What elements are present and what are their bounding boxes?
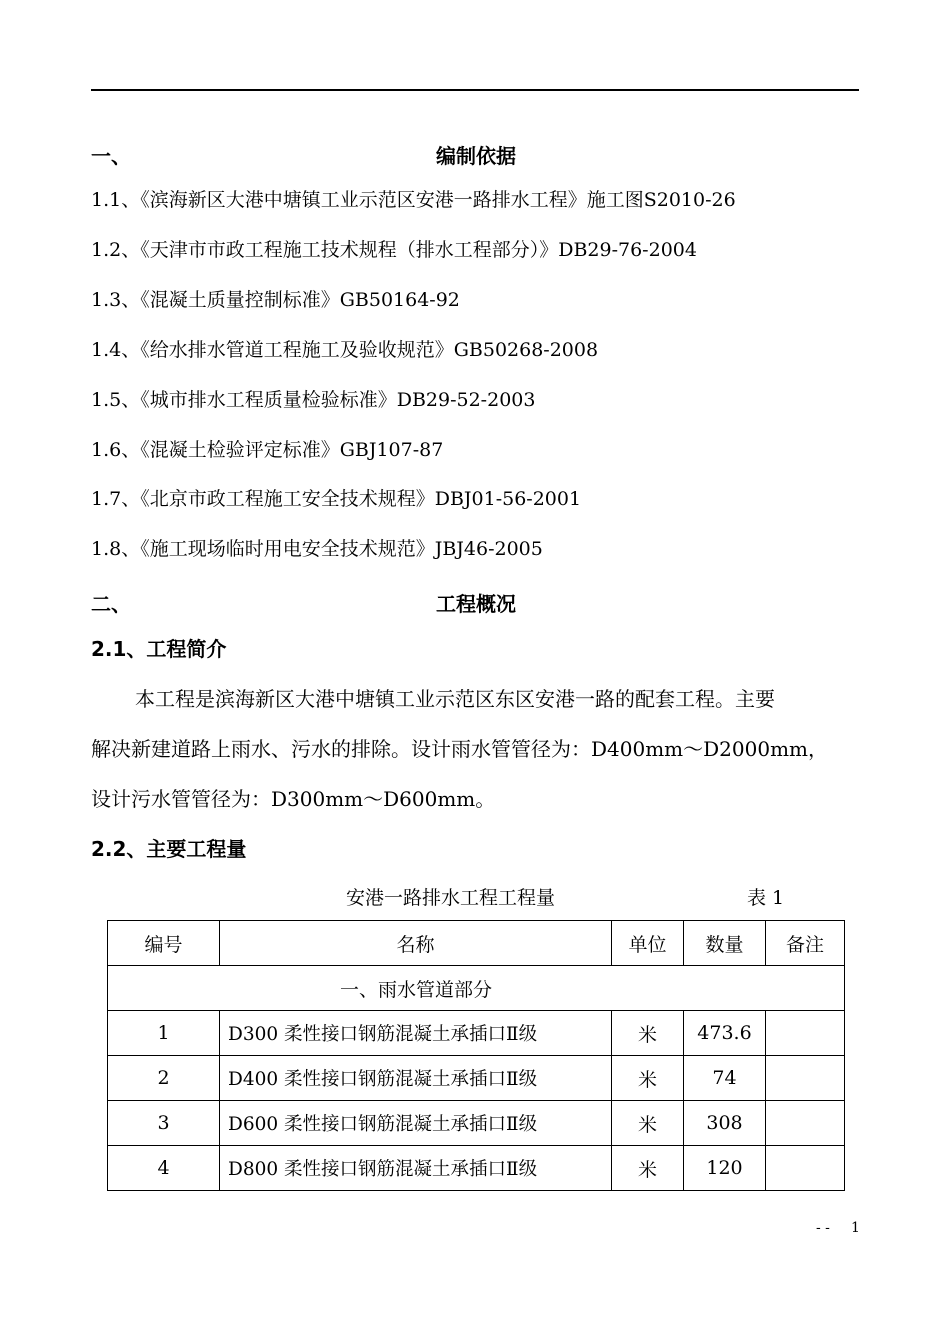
cell-name: D800 柔性接口钢筋混凝土承插口Ⅱ级: [220, 1146, 612, 1191]
cell-note: [766, 1146, 845, 1191]
reference-item: 1.8、《施工现场临时用电安全技术规范》JBJ46-2005: [91, 538, 543, 560]
cell-unit: 米: [612, 1101, 684, 1146]
table-row: [108, 1146, 845, 1191]
group-cell: 一、雨水管道部分: [108, 966, 845, 1011]
intro-paragraph-line: 解决新建道路上雨水、污水的排除。设计雨水管管径为：D400mm～D2000mm，: [91, 737, 829, 761]
header-rule: [91, 89, 859, 91]
cell-qty: 308: [684, 1101, 766, 1146]
section-number: 一、: [91, 144, 131, 168]
section-heading-overview: [91, 588, 859, 618]
reference-item: 1.2、《天津市市政工程施工技术规程（排水工程部分）》DB29-76-2004: [91, 239, 697, 261]
section-number: 二、: [91, 592, 131, 616]
cell-unit: 米: [612, 1011, 684, 1056]
header-cell: 名称: [220, 921, 612, 966]
cell-qty: 473.6: [684, 1011, 766, 1056]
cell-no: 2: [108, 1056, 220, 1101]
cell-no: 4: [108, 1146, 220, 1191]
section-heading-basis: [91, 140, 859, 170]
cell-qty: 74: [684, 1056, 766, 1101]
cell-unit: 米: [612, 1146, 684, 1191]
cell-qty: 120: [684, 1146, 766, 1191]
reference-item: 1.7、《北京市政工程施工安全技术规程》DBJ01-56-2001: [91, 488, 582, 510]
table-caption: 安港一路排水工程工程量: [346, 887, 556, 909]
table-header-row: [108, 921, 845, 966]
subsection-heading-intro: 2.1、工程简介: [91, 637, 227, 661]
reference-item: 1.5、《城市排水工程质量检验标准》DB29-52-2003: [91, 389, 536, 411]
cell-no: 1: [108, 1011, 220, 1056]
footer-dashes: - -: [816, 1220, 830, 1236]
cell-note: [766, 1101, 845, 1146]
cell-name: D300 柔性接口钢筋混凝土承插口Ⅱ级: [220, 1011, 612, 1056]
reference-item: 1.1、《滨海新区大港中塘镇工业示范区安港一路排水工程》施工图S2010-26: [91, 189, 736, 211]
header-cell: 数量: [684, 921, 766, 966]
cell-unit: 米: [612, 1056, 684, 1101]
reference-item: 1.6、《混凝土检验评定标准》GBJ107-87: [91, 439, 444, 461]
cell-name: D400 柔性接口钢筋混凝土承插口Ⅱ级: [220, 1056, 612, 1101]
table-row: [108, 1056, 845, 1101]
table-row: [108, 1101, 845, 1146]
intro-paragraph-line: 本工程是滨海新区大港中塘镇工业示范区东区安港一路的配套工程。主要: [135, 687, 775, 711]
section-title: 编制依据: [436, 144, 516, 168]
page-number: 1: [851, 1220, 860, 1236]
header-cell: 单位: [612, 921, 684, 966]
section-title: 工程概况: [436, 592, 516, 616]
reference-item: 1.4、《给水排水管道工程施工及验收规范》GB50268-2008: [91, 339, 599, 361]
cell-no: 3: [108, 1101, 220, 1146]
subsection-heading-quantities: 2.2、主要工程量: [91, 837, 247, 861]
table-row: [108, 1011, 845, 1056]
header-cell: 备注: [766, 921, 845, 966]
quantity-table: [107, 920, 845, 1191]
table-label: 表 1: [747, 887, 785, 909]
cell-name: D600 柔性接口钢筋混凝土承插口Ⅱ级: [220, 1101, 612, 1146]
cell-note: [766, 1056, 845, 1101]
intro-paragraph-line: 设计污水管管径为：D300mm～D600mm。: [91, 787, 496, 811]
header-cell: 编号: [108, 921, 220, 966]
reference-item: 1.3、《混凝土质量控制标准》GB50164-92: [91, 289, 460, 311]
cell-note: [766, 1011, 845, 1056]
table-group-row: [108, 966, 845, 1011]
